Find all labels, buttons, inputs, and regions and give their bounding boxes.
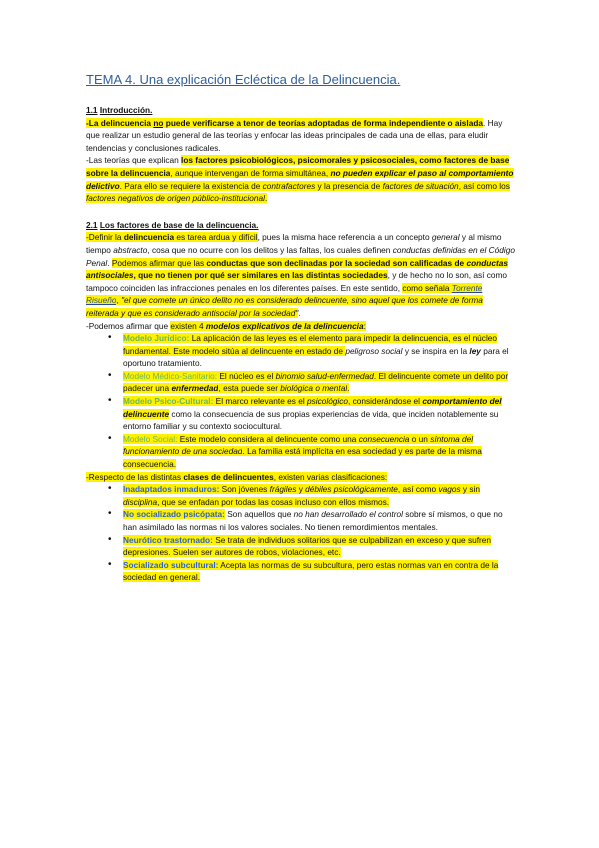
bullet-icon: • (108, 533, 112, 545)
list-item-model-social: • Modelo Social: Este modelo considera al delincuente como una consecuencia o un síntoma del funcionamiento de una sociedad. La familia está implícita en esa sociedad y es parte de la misma consecuencia. (108, 432, 482, 470)
spacer (86, 205, 516, 219)
list-item-model-medico: • Modelo Médico-Sanitario: El núcleo es el binomio salud-enfermedad. El delincuente comete un delito por padecer una enfermedad, esta puede ser biológica o mental. (108, 369, 509, 394)
bullet-icon: • (108, 369, 112, 381)
list-item-socializado-subcultural: • Socializado subcultural: Acepta las normas de su subcultura, pero estas normas van en contra de la sociedad en general. (108, 558, 499, 583)
classes-list (86, 483, 516, 584)
section-heading-2-1: 2.1 Los factores de base de la delincuencia. (86, 219, 259, 230)
document-body (86, 72, 516, 584)
bullet-icon: • (108, 332, 112, 344)
paragraph-models-intro: -Podemos afirmar que existen 4 modelos explicativos de la delincuencia: (86, 320, 366, 331)
bullet-icon: • (108, 395, 112, 407)
bullet-icon: • (108, 483, 112, 495)
paragraph-definition: -Definir la delincuencia es tarea ardua y difícil, pues la misma hace referencia a un concepto general y al mismo tiempo abstracto, cosa que no ocurre con los delitos y las faltas, los cuales definen conductas definidas en el Código Penal. Podemos afirmar que las conductas que son declinadas por la sociedad son calificadas de conductas antisociales, que no tienen por qué ser similares en las distintas sociedades, y de hecho no lo son, así como tampoco coinciden las infracciones penales en los diferentes países. En este sentido, como señala Torrente Risueño, "el que comete un único delito no es considerado delincuente, sino aquel que los comete de forma reiterada y que es considerado antisocial por la sociedad". (86, 232, 515, 318)
page-title: TEMA 4. Una explicación Ecléctica de la Delincuencia. (86, 72, 401, 87)
list-item-inadaptados: • Inadaptados inmaduros: Son jóvenes frágiles y débiles psicológicamente, así como vagos y sin disciplina, que se enfadan por todas las cosas incluso con ellos mismos. (108, 483, 480, 507)
models-list (86, 332, 516, 471)
list-item-model-juridico: • Modelo Jurídico: La aplicación de las leyes es el elemento para impedir la delincuencia, es el núcleo fundamental. Este modelo sitúa al delincuente en estado de peligroso social y se inspira en la ley para el oportuno tratamiento. (108, 332, 509, 369)
bullet-icon: • (108, 432, 112, 444)
paragraph-intro-2: -Las teorías que explican los factores psicobiológicos, psicomorales y psicosociales, como factores de base sobre la delincuencia, aunque intervengan de forma simultánea, no pueden explicar el paso al comportamiento delictivo. Para ello se requiere la existencia de contrafactores y la presencia de factores de situación, así como los factores negativos de origen público-institucional. (86, 155, 514, 204)
list-item-neurotico: • Neurótico trastornado: Se trata de individuos solitarios que se culpabilizan en exceso y que sufren depresiones. Suelen ser autores de robos, violaciones, etc. (108, 533, 492, 558)
bullet-icon: • (108, 508, 112, 520)
section-heading-1-1: 1.1 Introducción. (86, 105, 153, 115)
paragraph-classes-intro: -Respecto de las distintas clases de delincuentes, existen varias clasificaciones: (86, 471, 388, 482)
list-item-no-socializado: • No socializado psicópata: Son aquellos que no han desarrollado el control sobre sí mismos, o que no han asimilado las normas ni los valores sociales. No tienen remordimientos mentales. (108, 508, 503, 532)
paragraph-intro-1: -La delincuencia no puede verificarse a tenor de teorías adoptadas de forma independiente o aislada. Hay que realizar un estudio general de las teorías y enfocar las ideas principales de cada una de ellas, para eludir tendencias y conclusiones radicales. (86, 117, 503, 153)
bullet-icon: • (108, 558, 112, 570)
list-item-model-psico-cultural: • Modelo Psico-Cultural: El marco relevante es el psicológico, considerándose el comportamiento del delincuente como la consecuencia de sus propias experiencias de vida, que inciden notablemente su entorno familiar y su contexto sociocultural. (108, 395, 502, 432)
torrente-risueno-link[interactable]: Torrente Risueño (86, 282, 483, 306)
